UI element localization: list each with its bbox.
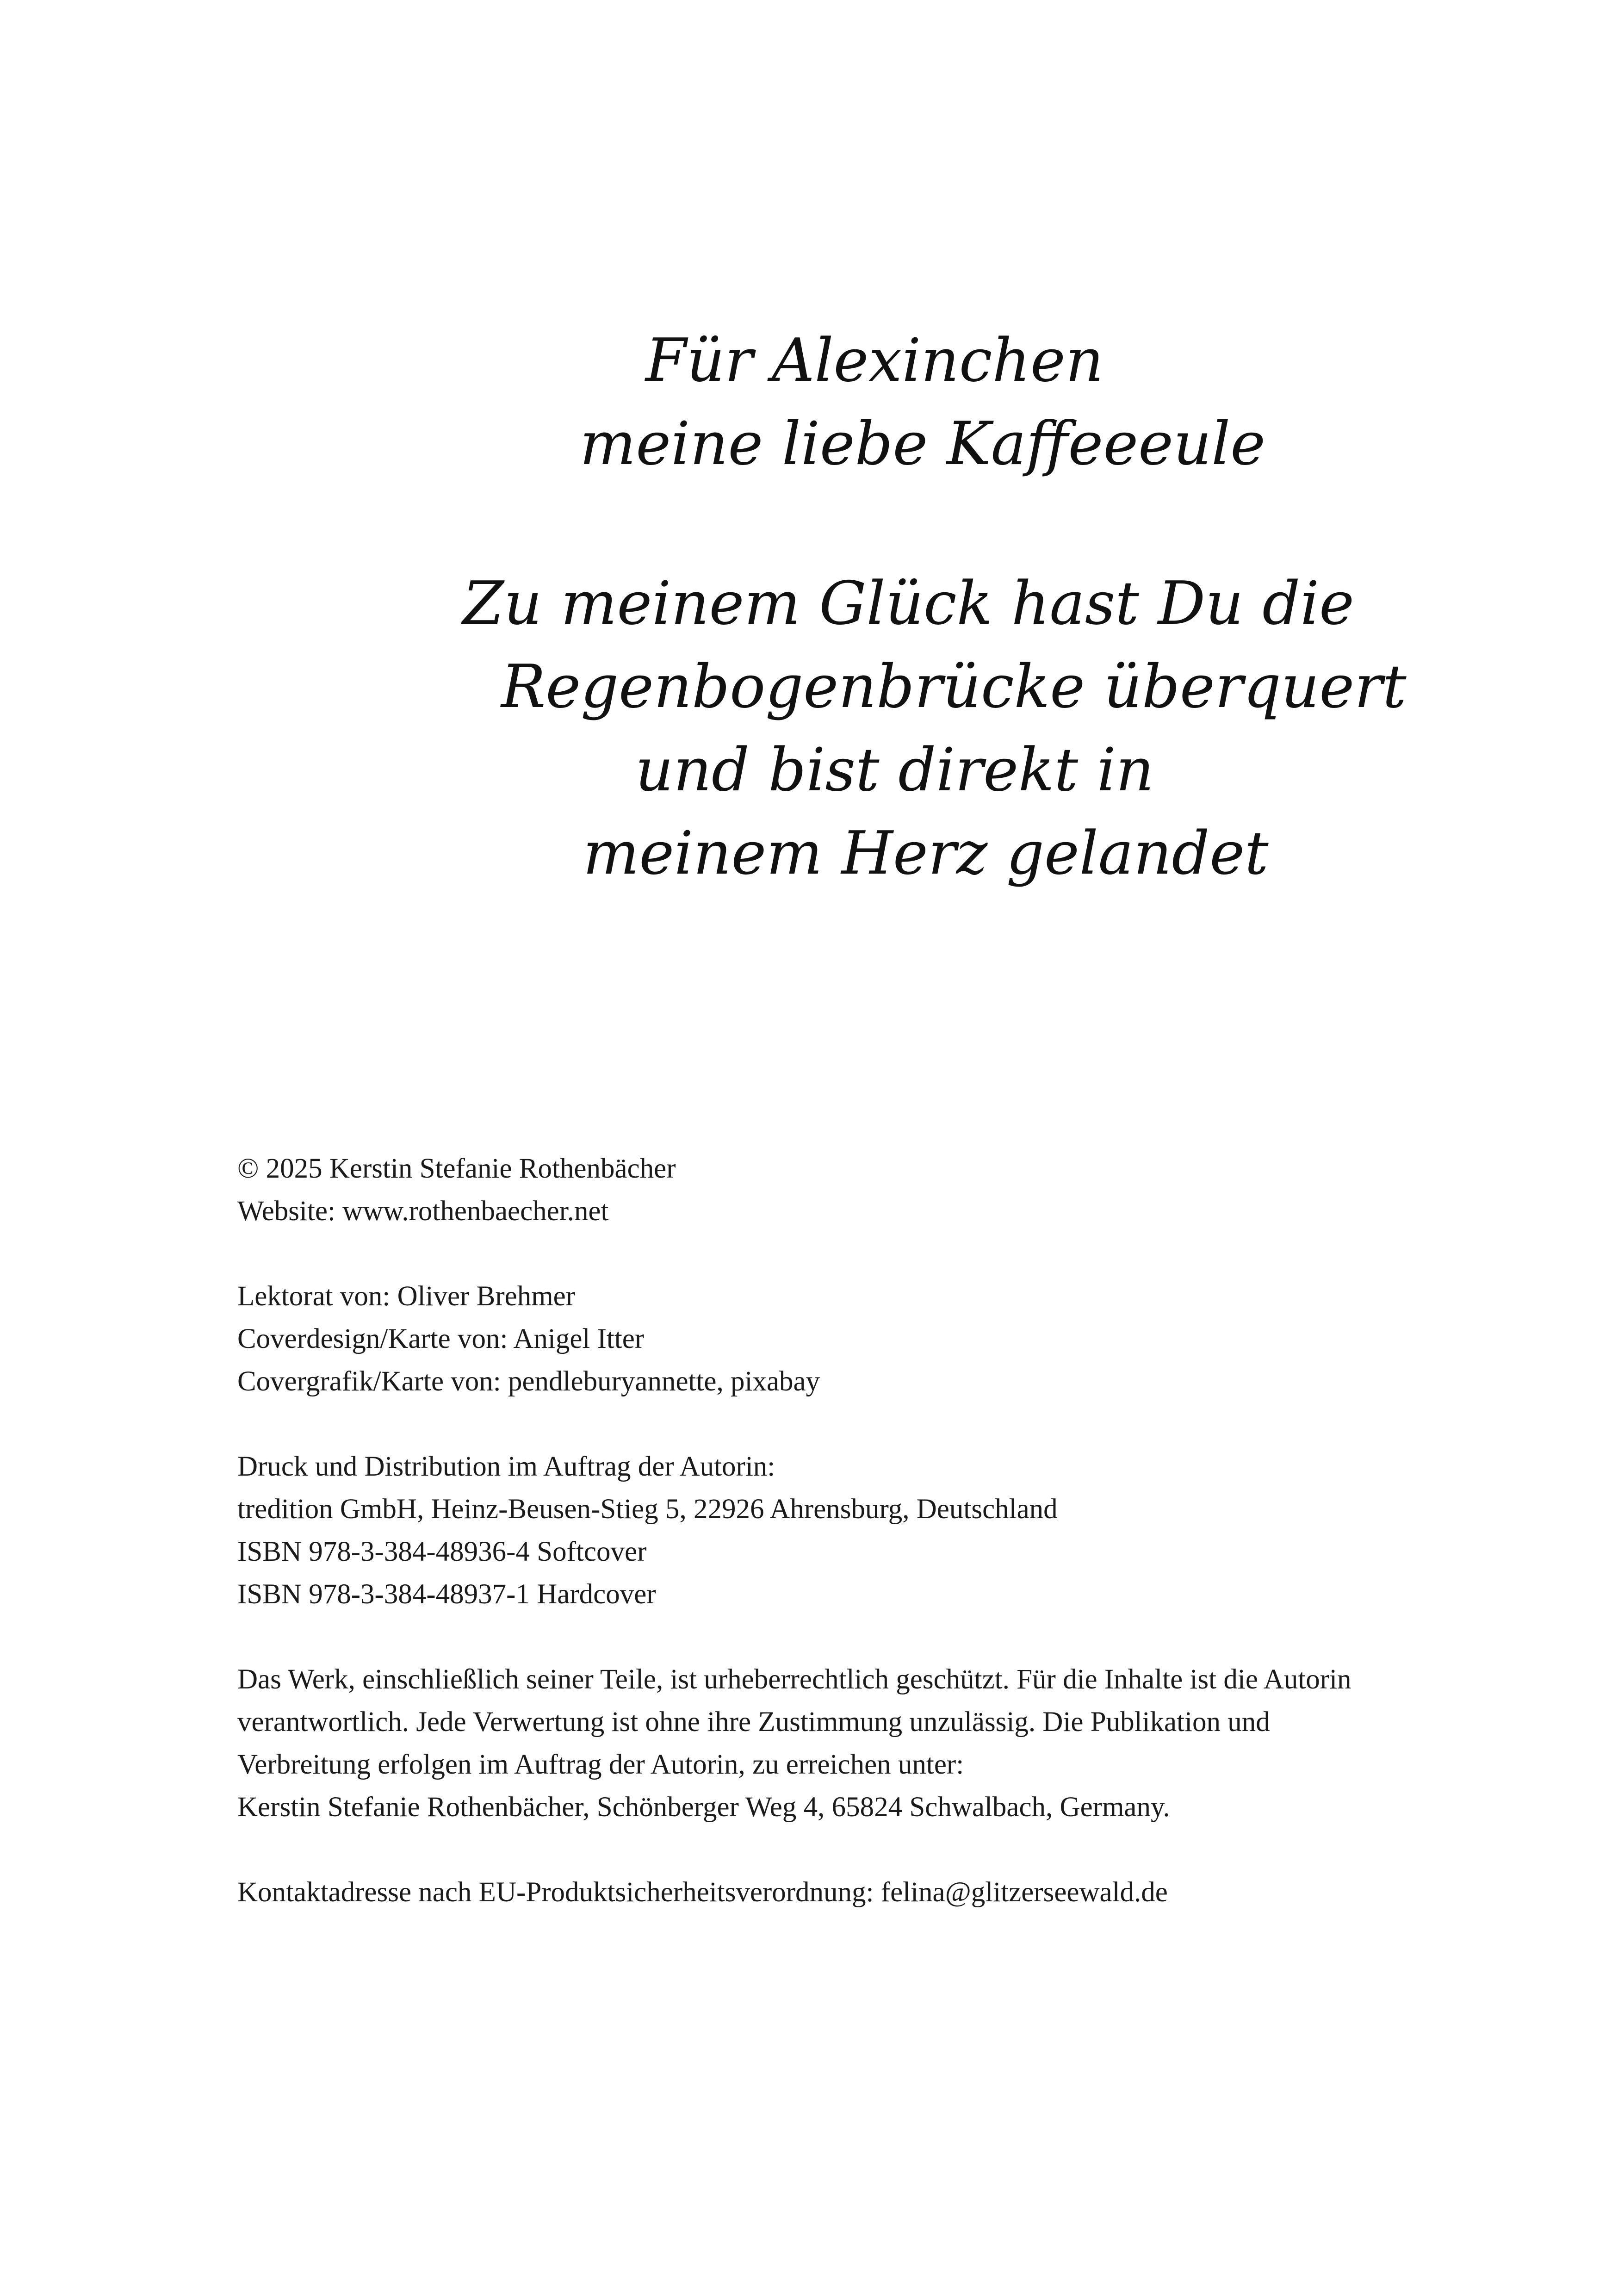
dedication-line: Regenbogenbrücke überquert xyxy=(501,652,1407,721)
website-line: Website: www.rothenbaecher.net xyxy=(237,1196,609,1227)
dedication-line: Zu meinem Glück hast Du die xyxy=(463,569,1354,638)
publisher-address: tredition GmbH, Heinz-Beusen-Stieg 5, 22926 Ahrensburg, Deutschland xyxy=(237,1494,1058,1525)
print-distribution-line: Druck und Distribution im Auftrag der Autorin: xyxy=(237,1451,775,1482)
isbn-hardcover: ISBN 978-3-384-48937-1 Hardcover xyxy=(237,1579,656,1610)
copyright-line: © 2025 Kerstin Stefanie Rothenbächer xyxy=(237,1153,676,1184)
rights-line: Das Werk, einschließlich seiner Teile, ist urheberrechtlich geschützt. Für die Inhalte ist die Autorin xyxy=(237,1664,1351,1695)
dedication-line: meine liebe Kaffeeeule xyxy=(580,410,1265,478)
cover-design-credit: Coverdesign/Karte von: Anigel Itter xyxy=(237,1323,645,1354)
editing-credit: Lektorat von: Oliver Brehmer xyxy=(237,1281,576,1312)
dedication-line: und bist direkt in xyxy=(635,736,1154,805)
rights-line: Kerstin Stefanie Rothenbächer, Schönberger Weg 4, 65824 Schwalbach, Germany. xyxy=(237,1792,1170,1823)
imprint xyxy=(237,1148,1351,1914)
dedication-line: Für Alexinchen xyxy=(645,326,1104,395)
isbn-softcover: ISBN 978-3-384-48936-4 Softcover xyxy=(237,1536,647,1567)
cover-graphic-credit: Covergrafik/Karte von: pendleburyannette, pixabay xyxy=(237,1366,820,1397)
dedication-line: meinem Herz gelandet xyxy=(583,819,1269,888)
contact-line: Kontaktadresse nach EU-Produktsicherheitsverordnung: felina@glitzerseewald.de xyxy=(237,1877,1168,1908)
rights-line: Verbreitung erfolgen im Auftrag der Autorin, zu erreichen unter: xyxy=(237,1749,964,1780)
rights-line: verantwortlich. Jede Verwertung ist ohne ihre Zustimmung unzulässig. Die Publikation und xyxy=(237,1706,1270,1738)
